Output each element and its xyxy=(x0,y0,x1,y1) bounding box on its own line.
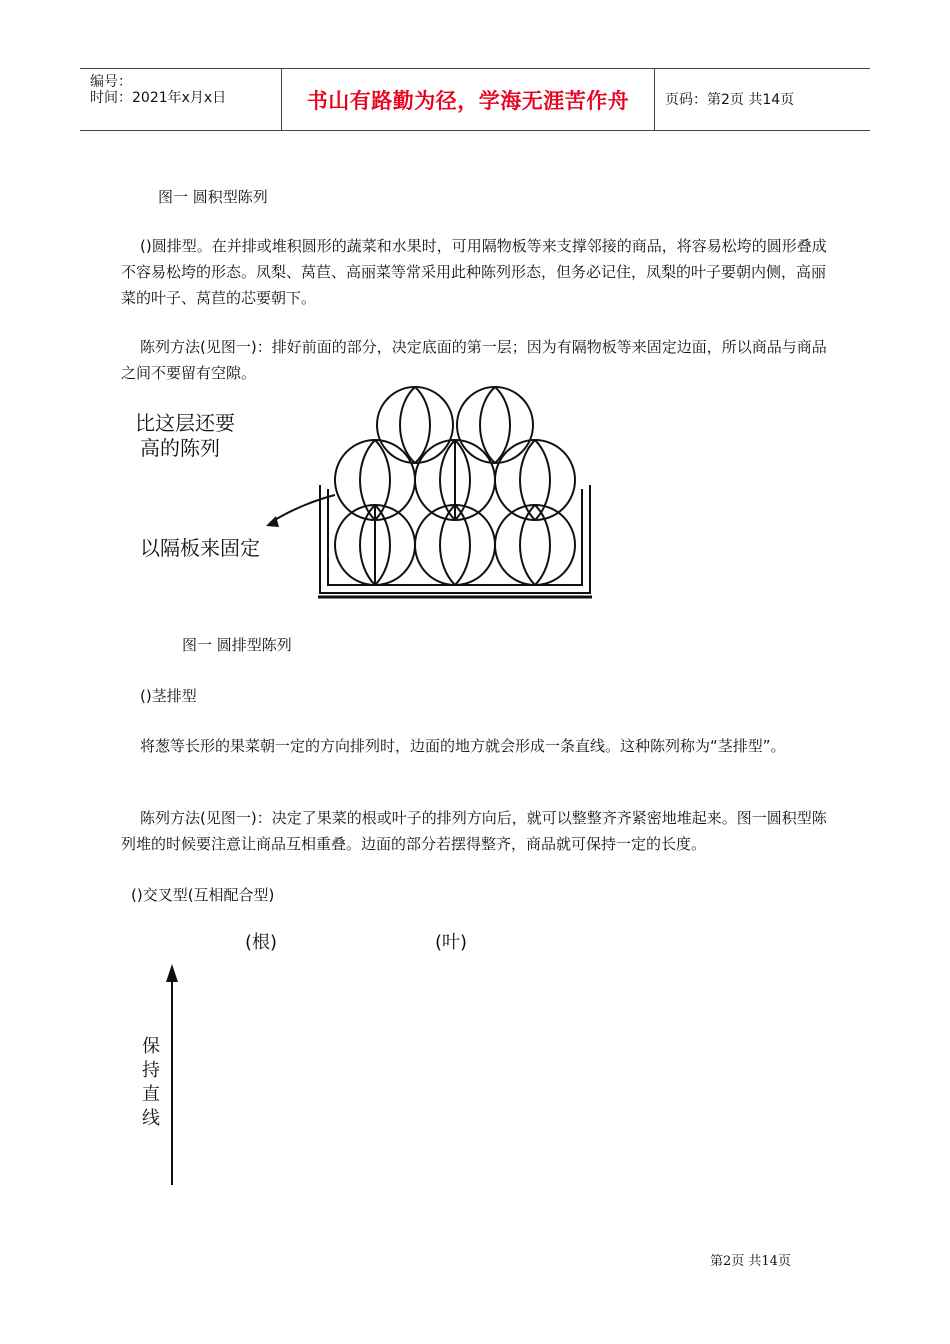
fig2-label-side-1: 保 xyxy=(142,1036,160,1057)
straight-arrow-head xyxy=(166,964,178,982)
fig2-label-side-3: 直 xyxy=(142,1084,160,1105)
fig2-label-side-4: 线 xyxy=(142,1108,160,1129)
fig1-label-top-2: 高的陈列 xyxy=(140,436,220,460)
motto: 书山有路勤为径，学海无涯苦作舟 xyxy=(306,88,630,113)
header-page-cell xyxy=(655,69,870,130)
header-motto-cell xyxy=(281,69,655,130)
time-line: 时间：2021年x月x日 xyxy=(90,90,227,106)
fig1-label-top-1: 比这层还要 xyxy=(135,411,235,435)
paragraph-round-row-intro: ()圆排型。在并排或堆积圆形的蔬菜和水果时，可用隔物板等来支撑邻接的商品，将容易松垮的圆形叠成不容易松垮的形态。凤梨、莴苣、高丽菜等常采用此种陈列形态，但务必记住，凤梨的叶子要朝内侧，高丽菜的叶子、莴苣的芯要朝下。 xyxy=(121,237,827,307)
fig2-label-leaf: (叶) xyxy=(435,932,468,953)
header-left-cell xyxy=(80,69,280,130)
caption-round-stack: 图一 圆积型陈列 xyxy=(158,188,268,206)
arrow-line xyxy=(270,495,335,523)
page-header xyxy=(80,68,870,131)
fig2-label-side-group xyxy=(142,1036,160,1129)
round-row-figure xyxy=(130,385,600,605)
heading-cross-type: ()交叉型(互相配合型) xyxy=(131,886,275,904)
caption-round-row: 图一 圆排型陈列 xyxy=(182,636,292,654)
paragraph-stem-row-method: 陈列方法(见图一)：决定了果菜的根或叶子的排列方向后，就可以整整齐齐紧密地堆起来。图一圆积型陈列堆的时候要注意让商品互相重叠。边面的部分若摆得整齐，商品就可保持一定的长度。 xyxy=(121,809,827,853)
page-code: 页码：第2页 共14页 xyxy=(665,91,795,108)
fig2-label-root: (根) xyxy=(245,932,278,953)
paragraph-stem-row-intro: 将葱等长形的果菜朝一定的方向排列时，边面的地方就会形成一条直线。这种陈列称为“茎排型”。 xyxy=(140,737,786,755)
stem-row-figure xyxy=(130,920,540,1195)
fig1-label-side: 以隔板来固定 xyxy=(140,536,260,560)
paragraph-round-row-method: 陈列方法(见图一)：排好前面的部分，决定底面的第一层；因为有隔物板等来固定边面，所以商品与商品之间不要留有空隙。 xyxy=(121,338,827,382)
fig2-label-side-2: 持 xyxy=(142,1060,160,1081)
page-footer: 第2页 共14页 xyxy=(710,1254,791,1269)
number-label: 编号： xyxy=(90,74,132,90)
heading-stem-row: ()茎排型 xyxy=(140,687,197,705)
